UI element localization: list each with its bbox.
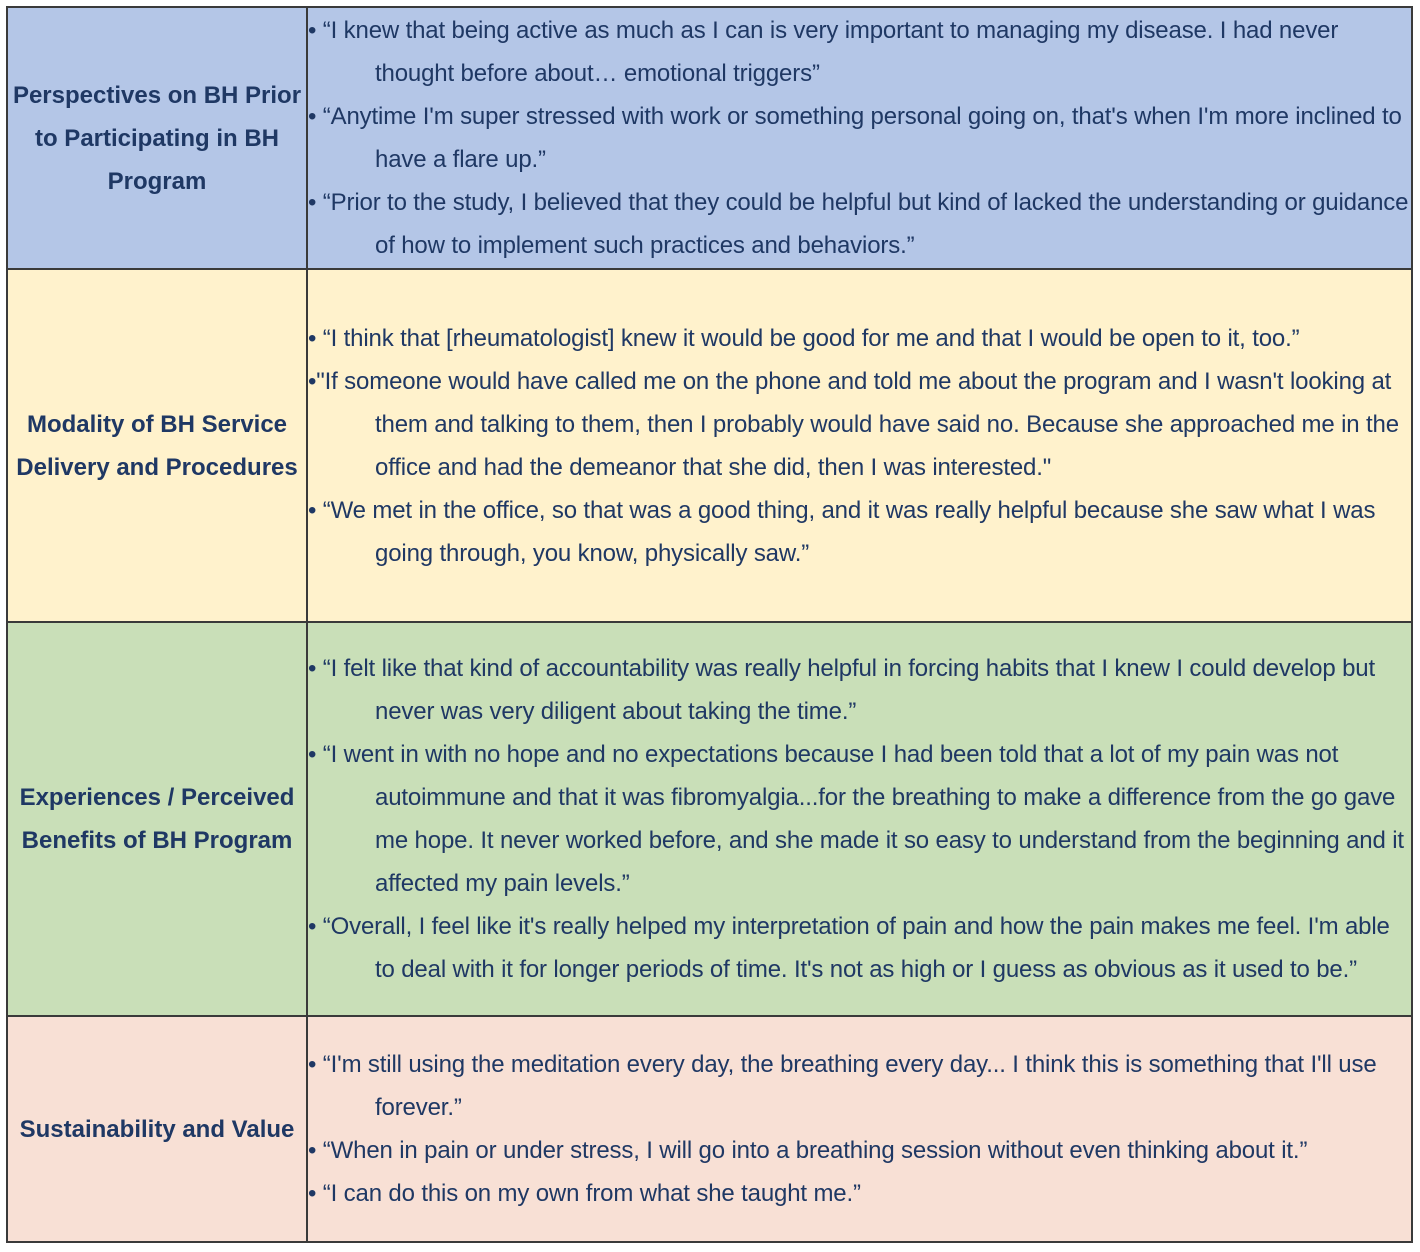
table-row-sustainability [7, 1016, 1412, 1242]
quotes-cell [307, 622, 1412, 1016]
quote-text: • “I went in with no hope and no expectations because I had been told that a lot of my pain was not autoimmune and that it was fibromyalgia...for the breathing to make a difference from the go gave me hope. It never worked before, and she made it so easy to understand from the beginning and it affected my pain levels.” [308, 741, 1404, 897]
quotes-cell [307, 7, 1412, 269]
quote-text: • “I think that [rheumatologist] knew it would be good for me and that I would be open to it, too.” [308, 324, 1300, 352]
theme-label: Experiences / Perceived Benefits of BH Program [7, 622, 307, 1016]
quote-text: • “When in pain or under stress, I will go into a breathing session without even thinking about it.” [308, 1137, 1308, 1164]
theme-label: Modality of BH Service Delivery and Procedures [7, 269, 307, 622]
themes-quotes-table [6, 6, 1413, 1243]
quote-text: • “Prior to the study, I believed that they could be helpful but kind of lacked the understanding or guidance of how to implement such practices and behaviors.” [308, 189, 1409, 259]
quote-text: • “I can do this on my own from what she taught me.” [308, 1180, 861, 1207]
quote-text: • “I knew that being active as much as I can is very important to managing my disease. I had never thought before about… emotional triggers” [308, 17, 1339, 87]
table-row-perspectives [7, 7, 1412, 269]
quote-text: •"If someone would have called me on the phone and told me about the program and I wasn't looking at them and talking to them, then I probably would have said no. Because she approached me in the office and had the demeanor that she did, then I was interested." [308, 367, 1399, 481]
theme-label: Perspectives on BH Prior to Participating in BH Program [7, 7, 307, 269]
quotes-cell [307, 269, 1412, 622]
table-row-experiences [7, 622, 1412, 1016]
quote-text: • “Anytime I'm super stressed with work or something personal going on, that's when I'm more inclined to have a flare up.” [308, 103, 1402, 173]
theme-label: Sustainability and Value [7, 1016, 307, 1242]
quotes-cell [307, 1016, 1412, 1242]
table-row-modality [7, 269, 1412, 622]
quote-text: • “I'm still using the meditation every day, the breathing every day... I think this is something that I'll use forever.” [308, 1051, 1377, 1121]
quote-text: • “I felt like that kind of accountability was really helpful in forcing habits that I knew I could develop but never was very diligent about taking the time.” [308, 655, 1376, 725]
quote-text: • “We met in the office, so that was a good thing, and it was really helpful because she saw what I was going through, you know, physically saw.” [308, 496, 1376, 567]
quote-text: • “Overall, I feel like it's really helped my interpretation of pain and how the pain makes me feel. I'm able to deal with it for longer periods of time. It's not as high or I guess as obvious as it used to be.” [308, 913, 1390, 983]
